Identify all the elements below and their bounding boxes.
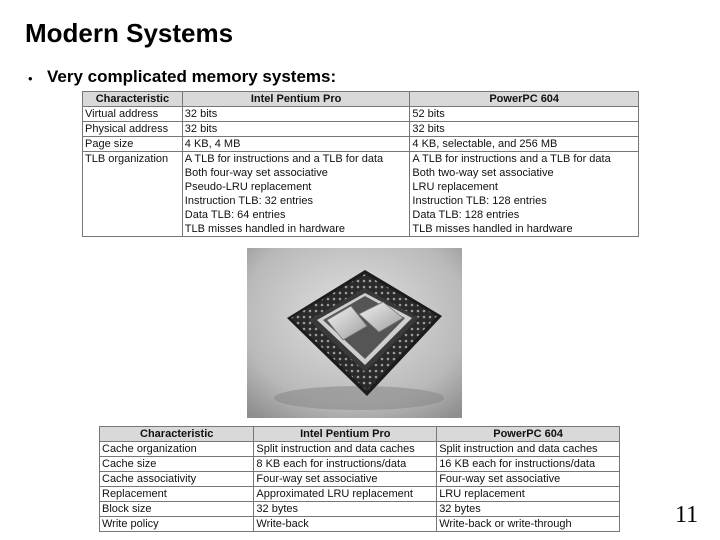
table-row <box>100 517 620 532</box>
table-row <box>83 152 639 167</box>
header-pentium-pro: Intel Pentium Pro <box>254 427 437 442</box>
bullet-marker: • <box>28 71 33 86</box>
table-cell: Write policy <box>100 517 254 532</box>
table-cell: Four-way set associative <box>437 472 620 487</box>
table-cell: Physical address <box>83 122 183 137</box>
table-cell: TLB organization <box>83 152 183 167</box>
table-cell: 32 bits <box>182 107 410 122</box>
tlb-comparison-table <box>82 91 639 237</box>
table-cell: Four-way set associative <box>254 472 437 487</box>
table-header-row <box>83 92 639 107</box>
table-row <box>100 472 620 487</box>
table-cell: Write-back or write-through <box>437 517 620 532</box>
table-cell: Both two-way set associative <box>410 166 639 180</box>
table-cell <box>83 222 183 237</box>
table-cell <box>83 208 183 222</box>
table-cell: 4 KB, 4 MB <box>182 137 410 152</box>
cache-comparison-table <box>99 426 620 532</box>
bullet-text: Very complicated memory systems: <box>47 67 337 86</box>
table-cell: Cache associativity <box>100 472 254 487</box>
table-cell <box>83 166 183 180</box>
table-row <box>83 122 639 137</box>
table-cell: 52 bits <box>410 107 639 122</box>
table-cell: 16 KB each for instructions/data <box>437 457 620 472</box>
table-cell: Instruction TLB: 128 entries <box>410 194 639 208</box>
table-cell: TLB misses handled in hardware <box>410 222 639 237</box>
table-cell: TLB misses handled in hardware <box>182 222 410 237</box>
table-cell: Write-back <box>254 517 437 532</box>
table-row <box>83 166 639 180</box>
table-cell: A TLB for instructions and a TLB for data <box>410 152 639 167</box>
table-cell: Approximated LRU replacement <box>254 487 437 502</box>
slide-title: Modern Systems <box>25 18 234 48</box>
table-row <box>100 487 620 502</box>
table-cell: 32 bits <box>182 122 410 137</box>
table-row <box>100 457 620 472</box>
table-cell: Split instruction and data caches <box>437 442 620 457</box>
table-row <box>100 502 620 517</box>
header-characteristic: Characteristic <box>83 92 183 107</box>
table-cell: Cache size <box>100 457 254 472</box>
table-cell: 32 bytes <box>254 502 437 517</box>
header-powerpc-604: PowerPC 604 <box>437 427 620 442</box>
table-cell: 8 KB each for instructions/data <box>254 457 437 472</box>
table-cell: Replacement <box>100 487 254 502</box>
table-cell: 32 bytes <box>437 502 620 517</box>
table-cell: 4 KB, selectable, and 256 MB <box>410 137 639 152</box>
table-cell: Instruction TLB: 32 entries <box>182 194 410 208</box>
table-row <box>83 107 639 122</box>
header-powerpc-604: PowerPC 604 <box>410 92 639 107</box>
table-row <box>83 137 639 152</box>
table-row <box>83 180 639 194</box>
table-cell <box>83 180 183 194</box>
processor-chip-photo <box>247 248 462 418</box>
table-cell: LRU replacement <box>437 487 620 502</box>
table-cell: Both four-way set associative <box>182 166 410 180</box>
table-cell: Page size <box>83 137 183 152</box>
table-row <box>83 222 639 237</box>
table-row <box>83 194 639 208</box>
table-header-row <box>100 427 620 442</box>
table-row <box>83 208 639 222</box>
table-cell <box>83 194 183 208</box>
table-cell: Block size <box>100 502 254 517</box>
table-cell: A TLB for instructions and a TLB for data <box>182 152 410 167</box>
table-cell: Split instruction and data caches <box>254 442 437 457</box>
page-number: 11 <box>675 502 699 528</box>
processor-chip-image <box>247 248 462 418</box>
table-cell: Data TLB: 64 entries <box>182 208 410 222</box>
table-cell: Virtual address <box>83 107 183 122</box>
table-cell: Pseudo-LRU replacement <box>182 180 410 194</box>
table-cell: LRU replacement <box>410 180 639 194</box>
table-cell: 32 bits <box>410 122 639 137</box>
table-cell: Cache organization <box>100 442 254 457</box>
table-cell: Data TLB: 128 entries <box>410 208 639 222</box>
table-row <box>100 442 620 457</box>
header-pentium-pro: Intel Pentium Pro <box>182 92 410 107</box>
header-characteristic: Characteristic <box>100 427 254 442</box>
